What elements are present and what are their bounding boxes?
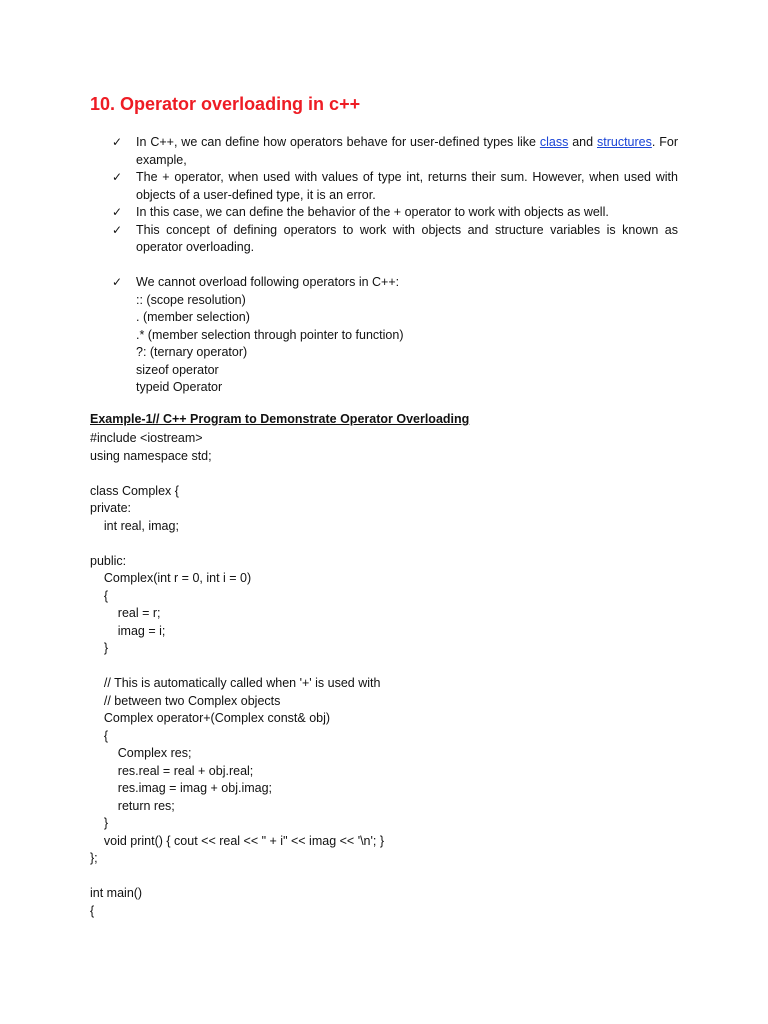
code-line: // This is automatically called when '+' is used with (90, 676, 381, 690)
operator-item: sizeof operator (136, 362, 219, 377)
code-line (90, 465, 384, 483)
code-line: } (90, 816, 109, 830)
checkmark-icon: ✓ (112, 205, 123, 219)
code-line: }; (90, 851, 98, 865)
code-line: { (90, 588, 109, 603)
checkmark-icon: ✓ (112, 275, 123, 289)
operator-item: typeid Operator (136, 380, 223, 394)
bullet-text: In C++, we can define how operators behave for user-defined types like (136, 135, 540, 149)
code-line: void print() { cout << real << " + i" << imag << '\n'; } (90, 833, 385, 848)
code-line (90, 658, 384, 676)
structures-link[interactable]: structures (596, 135, 652, 149)
operator-item: :: (scope resolution) (136, 292, 246, 307)
class-link[interactable]: class (539, 135, 569, 149)
code-line (90, 535, 384, 553)
code-line: { (90, 728, 109, 743)
bullet-list (112, 134, 678, 397)
bullet-item (112, 169, 678, 204)
bullet-text: We cannot overload following operators in C++: (136, 275, 400, 289)
bullet-text: . For example, (136, 135, 678, 167)
checkmark-icon: ✓ (112, 222, 123, 237)
bullet-item (112, 134, 678, 169)
bullet-item (112, 222, 678, 257)
code-line: } (90, 641, 109, 655)
bullet-item (112, 204, 678, 222)
operator-item: . (member selection) (136, 310, 250, 324)
example-title: Example-1// C++ Program to Demonstrate Operator Overloading (90, 412, 470, 426)
code-line: res.imag = imag + obj.imag; (90, 781, 273, 795)
bullet-text: The + operator, when used with values of type int, returns their sum. However, when used with objects of a user-defined type, it is an error. (136, 170, 678, 202)
code-line: Complex operator+(Complex const& obj) (90, 711, 331, 725)
checkmark-icon: ✓ (112, 135, 123, 149)
bullet-text: In this case, we can define the behavior of the + operator to work with objects as well. (136, 205, 609, 219)
code-line: #include <iostream> (90, 431, 203, 445)
bullet-item (112, 274, 678, 397)
code-line: Complex res; (90, 746, 192, 760)
code-line: class Complex { (90, 483, 179, 498)
code-line: public: (90, 553, 127, 568)
bullet-text: and (568, 135, 597, 149)
code-line: real = r; (90, 606, 161, 620)
code-line (90, 868, 384, 886)
operator-item: .* (member selection through pointer to function) (136, 327, 404, 342)
code-line: int main() (90, 886, 143, 900)
code-line: using namespace std; (90, 448, 212, 463)
code-line: res.real = real + obj.real; (90, 763, 254, 778)
code-line: // between two Complex objects (90, 693, 281, 708)
checkmark-icon: ✓ (112, 170, 123, 184)
code-line: Complex(int r = 0, int i = 0) (90, 571, 252, 585)
code-line: int real, imag; (90, 518, 179, 533)
operator-item: ?: (ternary operator) (136, 345, 248, 359)
code-line: imag = i; (90, 623, 166, 638)
bullet-text: This concept of defining operators to work with objects and structure variables is known as operator overloading. (136, 222, 678, 254)
code-block (90, 430, 384, 920)
code-line: return res; (90, 798, 175, 813)
code-line: private: (90, 501, 131, 515)
section-heading: 10. Operator overloading in c++ (90, 94, 361, 114)
code-line: { (90, 903, 95, 918)
